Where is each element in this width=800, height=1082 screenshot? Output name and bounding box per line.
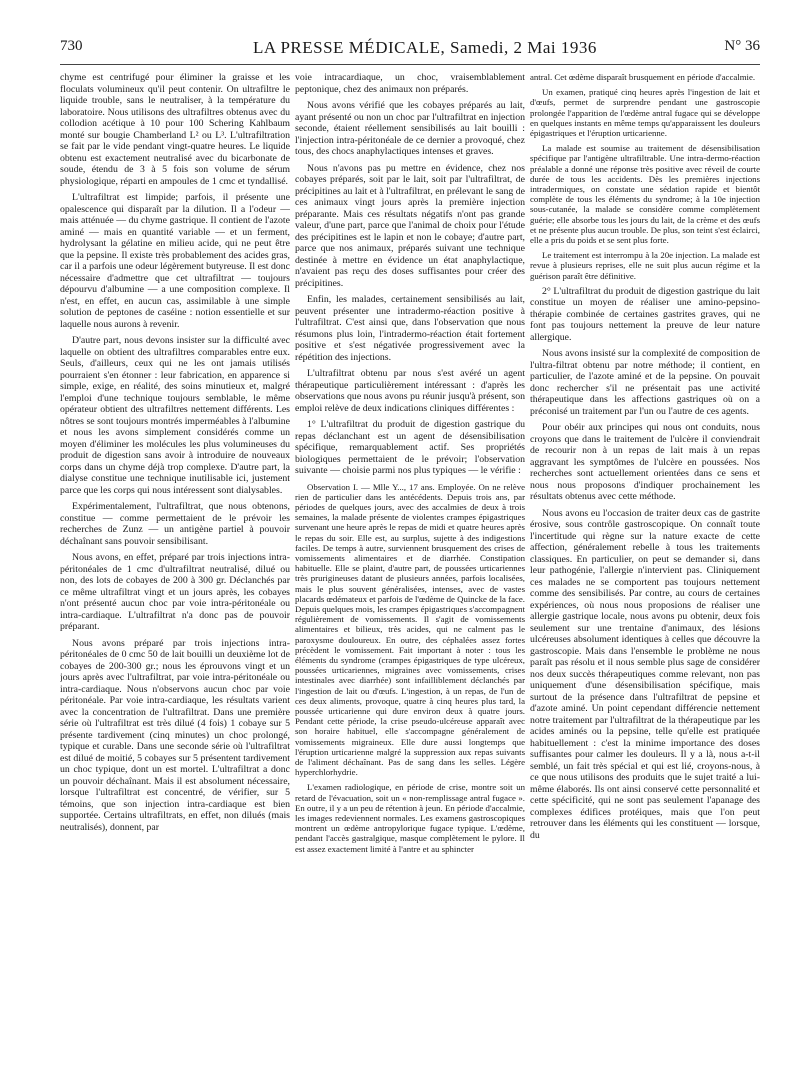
paragraph: L'ultrafiltrat est limpide; parfois, il présente une opalescence qui disparaît par la dilution. Il a l'odeur — mais atténuée — du chyme gastrique. Il contient de l'azote aminé — mais en quantité variable — et un ferment, hydrolysant la gélatine en milieu acide, qui ne peut être que la pepsine. Il existe très probablement des acides gras, car il a parfois une odeur légèrement butyreuse. Il est donc nécessaire d'admettre que cet ultrafiltrat — toujours dépourvu d'albumine — a une composition complexe. Il n'est, en effet, en aucun cas, assimilable à une simple solution de peptones de caséine : notion essentielle et sur laquelle nous aurons à revenir. xyxy=(60,192,290,330)
paragraph: chyme est centrifugé pour éliminer la graisse et les floculats volumineux qu'il peut contenir. On ultrafiltre le liquide trouble, sans le neutraliser, à la température du laboratoire. Nous utilisons des ultrafiltres obtenus avec du collodion acétique à 10 pour 100 Schering Kahlbaum monté sur bougie Chamberland L² ou L³. L'ultrafiltration se fait par le vide pendant vingt-quatre heures. Le liquide obtenu est exactement neutralisé avec du bicarbonate de soude, étendu de 3 à 5 fois son volume de sérum physiologique, réparti en ampoules de 1 cmc et tyndallisé. xyxy=(60,72,290,187)
column-middle xyxy=(295,72,525,1072)
observation-paragraph: Observation I. — Mlle Y..., 17 ans. Employée. On ne relève rien de particulier dans les antécédents. Depuis trois ans, par périodes de quelques jours, avec des accalmies de deux à trois semaines, la malade présente de violentes crampes épigastriques survenant une heure après le repas de midi et quatre heures après le repas du soir. Elle est, au surplus, sujette à des indigestions faciles. De temps à autre, surviennent brusquement des crises de vomissements alimentaires et de diarrhée. Constipation habituelle. Elle se plaint, d'autre part, de poussées urticariennes très prurigineuses datant de plusieurs années, parfois localisées, mais le plus souvent généralisées, intenses, avec de vastes placards œdémateux et parfois de l'œdème de Quincke de la face. Depuis quelques mois, les crampes épigastriques s'accompagnent régulièrement de vomissements. Il s'agit de vomissements alimentaires et bilieux, très acides, qui ne calment pas le paroxysme douloureux. En outre, des céphalées assez fortes précèdent le vomissement. Fait important à noter : tous les éléments du syndrome (crampes épigastriques de type ulcéreux, poussées urticariennes, migraines avec vomissements, crises intestinales avec diarrhée) sont infailliblement déclanchés par l'ingestion de lait ou d'œufs. L'ingestion, à un repas, de l'un de ces deux aliments, provoque, quatre à cinq heures plus tard, la poussée urticarienne qui dure environ deux à quatre jours. Pendant cette période, la crise pseudo-ulcéreuse apparaît avec son horaire habituel, elle s'accompagne généralement de vomissements migraineux. Elle dure aussi longtemps que l'éruption urticarienne malgré la suppression aux repas suivants de l'aliment déchaînant. Pas de sang dans les selles. Légère hyperchlorhydrie. xyxy=(295,481,525,778)
observation-paragraph: Un examen, pratiqué cinq heures après l'ingestion de lait et d'œufs, permet de surprendre pendant une gastroscopie prolongée l'apparition de l'œdème antral fugace qui se développe en quelques instants en même temps qu'apparaissent les douleurs épigastriques et l'éruption urticarienne. xyxy=(530,87,760,139)
observation-paragraph: Le traitement est interrompu à la 20e injection. La malade est revue à plusieurs reprises, elle ne suit plus aucun régime et la guérison paraît être définitive. xyxy=(530,250,760,281)
page-number: 730 xyxy=(60,38,83,54)
observation-paragraph: La malade est soumise au traitement de désensibilisation spécifique par l'antigène ultrafiltrable. Une intra-dermo-réaction préalable a donné une réponse très positive avec réveil de courte durée de tous les accidents. Dès les premières injections intradermiques, on constate une sédation rapide et bientôt complète de tous les éléments du syndrome; à la 10e injection sous-cutanée, la malade se considère comme complètement guérie; elle absorbe tous les jours du lait, de la crème et des œufs et ne présente plus aucun trouble. De plus, son teint s'est éclairci, elle a pris du poids et se sent plus forte. xyxy=(530,143,760,246)
paragraph: Nous avons vérifié que les cobayes préparés au lait, ayant présenté ou non un choc par l'ultrafiltrat en injection seconde, étaient réellement sensibilisés au lait bouilli : l'injection intra-péritonéale de ce dernier a provoqué, chez tous, des chocs anaphylactiques intenses et graves. xyxy=(295,100,525,157)
paragraph: Enfin, les malades, certainement sensibilisés au lait, peuvent présenter une intradermo-réaction positive à l'ultrafiltrat. C'est ainsi que, dans l'observation que nous résumons plus loin, l'intradermo-réaction était fortement positive et s'est négativée progressivement avec la répétition des injections. xyxy=(295,294,525,363)
observation-paragraph: L'examen radiologique, en période de crise, montre soit un retard de l'évacuation, soit un « non-remplissage antral fugace ». En outre, il y a un peu de rétention à jeun. En période d'accalmie, les images redeviennent normales. Les examens gastroscopiques montrent un œdème antropylorique fugace typique. L'œdème, pendant l'accès gastralgique, masque complètement le pylore. Il est assez exactement limité à l'antre et au sphincter xyxy=(295,782,525,854)
paragraph: Pour obéir aux principes qui nous ont conduits, nous croyons que dans le traitement de l'ulcère il conviendrait de recourir non à un repas de lait mais à un repas aggravant les symptômes de l'ulcère en poussées. Nos recherches sont actuellement orientées dans ce sens et nous nous proposons d'indiquer prochainement les résultats obtenus avec cette méthode. xyxy=(530,422,760,503)
paragraph: Nous avons, en effet, préparé par trois injections intra-péritonéales de 1 cmc d'ultrafiltrat neutralisé, dilué ou non, des lots de cobayes de 200 à 300 gr. Déclanchés par ce même ultrafiltrat vingt et un jours après, les cobayes n'ont présenté aucun choc par voie intra-péritonéale ou intra-cardiaque. L'ultrafiltrat n'a donc pas de pouvoir préparant. xyxy=(60,552,290,632)
paragraph: Expérimentalement, l'ultrafiltrat, que nous obtenons, constitue — comme permettaient de le prévoir les recherches de Zunz — un antigène partiel à pouvoir déchaînant sans pouvoir sensibilisant. xyxy=(60,501,290,547)
paragraph: L'ultrafiltrat obtenu par nous s'est avéré un agent thérapeutique particulièrement intéressant : d'après les observations que nous avons pu réunir jusqu'à présent, son emploi relève de deux indications cliniques différentes : xyxy=(295,368,525,414)
paragraph: Nous avons eu l'occasion de traiter deux cas de gastrite érosive, sous contrôle gastroscopique. On connaît toute l'incertitude qui règne sur la nature exacte de cette affection, généralement rebelle à tous les traitements classiques. En particulier, on peut se demander si, dans leur pathogénie, l'allergie n'intervient pas. Cliniquement ces malades ne se comportent pas toujours nettement comme des sensibilisés. Par contre, au cours de certaines expériences, où nous nous proposions de réaliser une allergie gastrique locale, nous avons pu obtenir, deux fois seulement sur une trentaine d'animaux, des lésions ulcéreuses absolument identiques à celles que découvre la gastroscopie. Mais dans l'ensemble le problème ne nous paraît pas résolu et il nous semble plus sage de considérer nos deux succès thérapeutiques comme relevant, non pas uniquement d'une désensibilisation spécifique, mais surtout de la présence dans l'ultrafiltrat de pepsine et d'azote aminé. Un point cependant différencie nettement notre traitement par l'ultrafiltrat de la thérapeutique par les acides aminés ou la pepsine, telle qu'elle est pratiquée habituellement : c'est la minime importance des doses suffisantes pour calmer les douleurs. Il y a là, nous a-t-il semblé, un fait très spécial et qui est lié, croyons-nous, à ce que nous utilisons des produits que le sujet traité a lui-même élaborés. Ils ont ainsi conservé cette personnalité et cette spécificité, qui ne sont pas seulement l'apanage des complexes édifices protéiques, mais que l'on peut retrouver dans les éléments qui les constituent — lorsque, du xyxy=(530,507,760,841)
observation-paragraph: antral. Cet œdème disparaît brusquement en période d'accalmie. xyxy=(530,72,756,82)
paragraph: Nous avons insisté sur la complexité de composition de l'ultra-filtrat obtenu par notre méthode; il contient, en particulier, de l'azote aminé et de la pepsine. On pouvait donc rechercher s'il ne présentait pas une activité thérapeutique dans les affections gastriques où on a préconisé un traitement par l'un ou l'autre de ces agents. xyxy=(530,348,760,417)
header-rule xyxy=(60,64,760,65)
article-body xyxy=(60,72,760,1072)
journal-title: LA PRESSE MÉDICALE, Samedi, 2 Mai 1936 xyxy=(253,38,597,57)
paragraph: 2° L'ultrafiltrat du produit de digestion gastrique du lait constitue un moyen de réaliser une amino-pepsino-thérapie combinée de certaines gastrites graves, qui ne font pas toujours nettement la preuve de leur nature allergique. xyxy=(530,285,760,343)
issue-number: N° 36 xyxy=(724,38,760,54)
column-left xyxy=(60,72,290,1072)
paragraph: Nous avons préparé par trois injections intra-péritonéales de 0 cmc 50 de lait bouilli un deuxième lot de cobayes de 200-300 gr.; nous les éprouvons vingt et un jours après avec l'ultrafiltrat, par voie intra-péritonéale ou intra-cardiaque. Nous n'observons aucun choc par voie péritonéale. Par voie intra-cardiaque, les résultats varient avec la concentration de l'ultrafiltrat. Dans une première série où l'ultrafiltrat est très dilué (4 fois) 1 cobaye sur 5 présente tardivement (cinq minutes) un choc prolongé, typique et curable. Dans une seconde série où l'ultrafiltrat est dilué de moitié, 5 cobayes sur 5 présentent tardivement un choc typique, dont un est mortel. L'ultrafiltrat a donc un pouvoir déchaînant. Mais il est absolument nécessaire, lorsque l'ultrafiltrat est concentré, de vérifier, sur 5 témoins, que son injection intra-cardiaque est bien supportée. Certains ultrafiltrats, en effet, non dilués (mais neutralisés), donnent, par xyxy=(60,637,290,833)
paragraph: voie intracardiaque, un choc, vraisemblablement peptonique, chez des animaux non préparés. xyxy=(295,72,525,95)
paragraph: D'autre part, nous devons insister sur la difficulté avec laquelle on obtient des ultrafiltres comparables entre eux. Seuls, d'ailleurs, ceux qui ne les ont jamais utilisés pourraient s'en étonner : leur fabrication, en apparence si simple, exige, en réalité, des soins minutieux et, malgré l'emploi d'une technique toujours semblable, le même opérateur obtient des ultrafiltres nettement différents. Les nôtres se sont toujours montrés imperméables à l'albumine et nous les avons simplement considérés comme un moyen d'éliminer les molécules les plus volumineuses du produit de digestion sans avoir à introduire de nouveaux corps dans un chyme déjà trop complexe. D'autre part, la dialyse constitue une technique inutilisable ici, justement parce que les corps qui nous intéressent sont dialysables. xyxy=(60,335,290,496)
paragraph: 1° L'ultrafiltrat du produit de digestion gastrique du repas déclanchant est un agent de désensibilisation spécifique, remarquablement actif. Ses propriétés biologiques permettaient de le prévoir; l'observation suivante — choisie parmi nos plus typiques — le vérifie : xyxy=(295,419,525,476)
column-right xyxy=(530,72,760,1072)
paragraph: Nous n'avons pas pu mettre en évidence, chez nos cobayes préparés, soit par le lait, soit par l'ultrafiltrat, de précipitines au lait et à l'ultrafiltrat, en prélevant le sang de ces animaux vingt jours après la première injection préparante. Mais ces résultats négatifs n'ont pas grande valeur, d'une part, parce que l'animal de choix pour l'étude des précipitines est le lapin et non le cobaye; d'autre part, parce que nos animaux, préparés suivant une technique destinée à mettre en évidence un état anaphylactique, n'avaient pas reçu des doses suffisantes pour créer des précipitines. xyxy=(295,162,525,289)
